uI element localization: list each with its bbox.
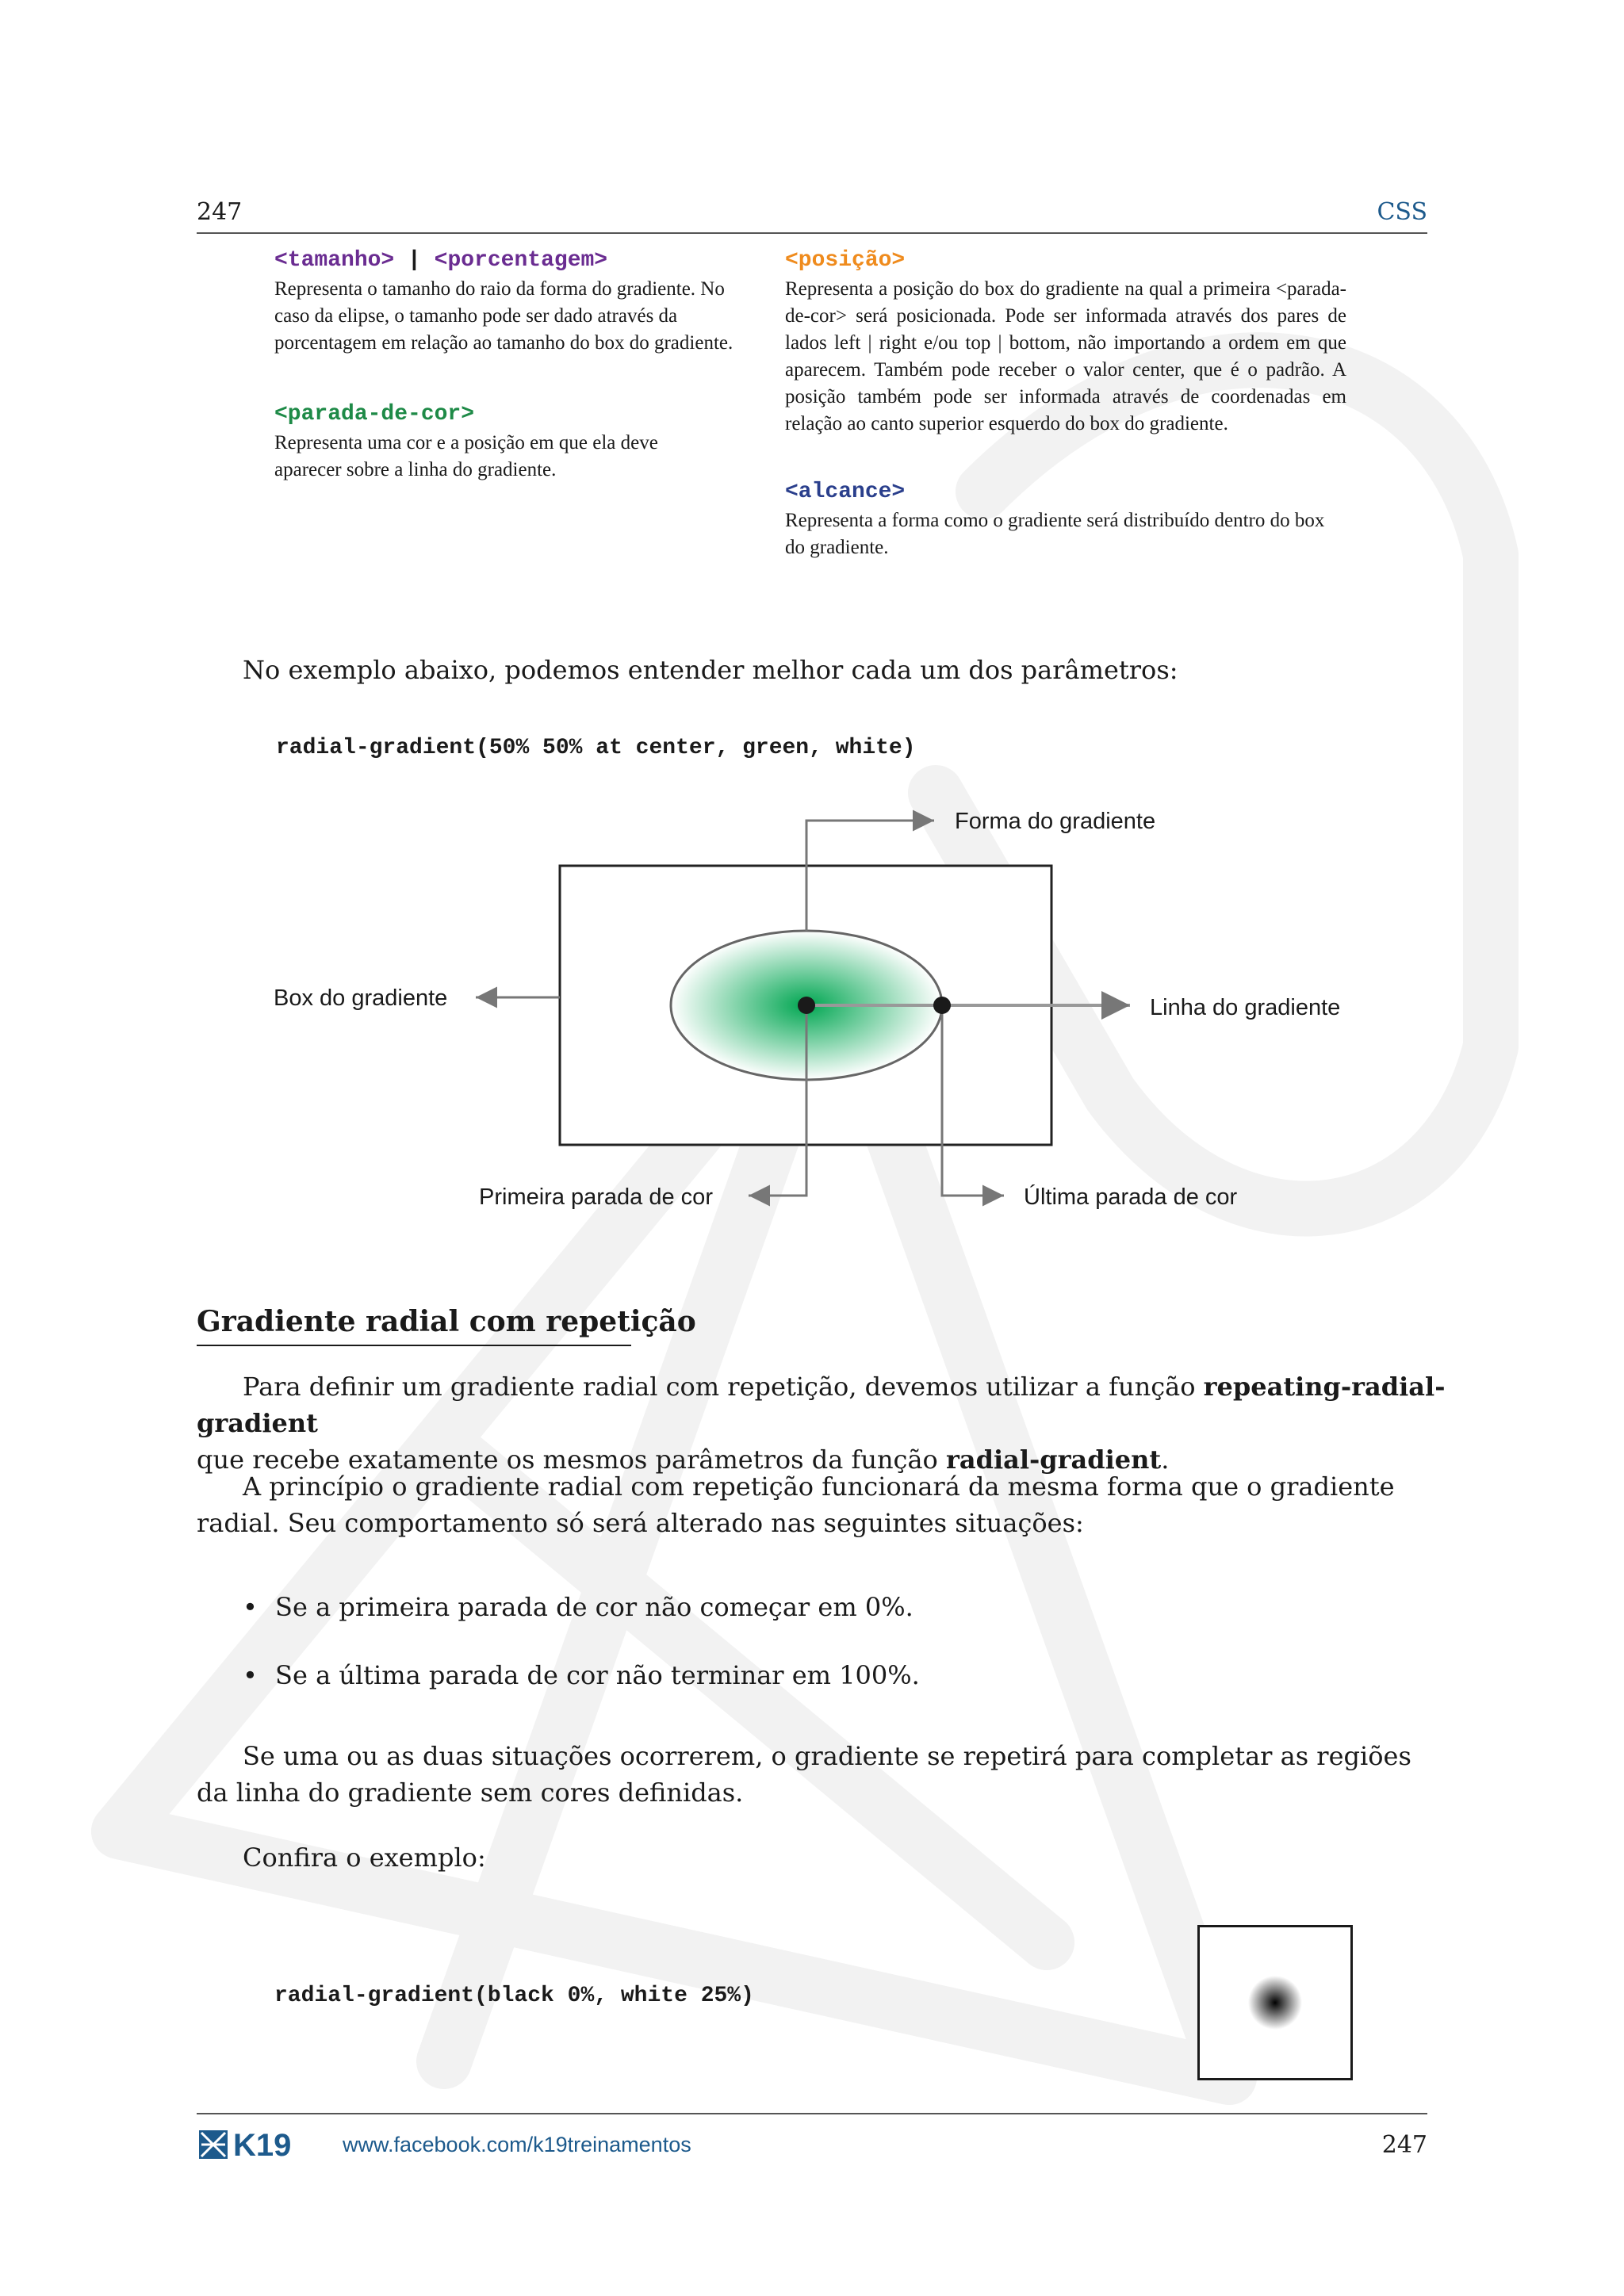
- bullet-text: Se a última parada de cor não terminar em 100%.: [275, 1660, 920, 1690]
- repeating-gradient-preview: [1197, 1925, 1353, 2080]
- label-line: Linha do gradiente: [1150, 995, 1341, 1020]
- paragraph-behavior: A princípio o gradiente radial com repetição funcionará da mesma forma que o gradiente radial. Seu comportamento só será alterado nas seguintes situações:: [197, 1471, 1395, 1538]
- intro-paragraph: No exemplo abaixo, podemos entender melhor cada um dos parâmetros:: [243, 655, 1178, 685]
- section-title: Gradiente radial com repetição: [197, 1305, 696, 1338]
- term-separator: |: [408, 248, 421, 273]
- term-parada-de-cor: <parada-de-cor>: [274, 402, 475, 427]
- term-alcance: <alcance>: [785, 480, 906, 504]
- label-shape: Forma do gradiente: [955, 809, 1156, 834]
- k19-logo-mark-icon: [199, 2130, 228, 2159]
- bullet-dot: •: [243, 1592, 258, 1622]
- section-title-underline: [197, 1345, 631, 1346]
- logo-text: K19: [233, 2130, 292, 2160]
- code-example-1: radial-gradient(50% 50% at center, green, white): [276, 736, 916, 760]
- bullet-item: [243, 1589, 914, 1625]
- label-first-stop: Primeira parada de cor: [479, 1184, 713, 1210]
- bullet-text: Se a primeira parada de cor não começar em 0%.: [275, 1592, 914, 1622]
- header-page-number: 247: [197, 198, 243, 226]
- label-last-stop: Última parada de cor: [1024, 1184, 1238, 1210]
- footer-rule: [197, 2113, 1427, 2114]
- term-tamanho: <tamanho>: [274, 248, 395, 273]
- function-radial-gradient: radial-gradient: [945, 1445, 1162, 1475]
- bullet-item: [243, 1657, 920, 1693]
- footer-page-number: 247: [1381, 2131, 1427, 2159]
- definition-text: Representa a posição do box do gradiente na qual a primeira <parada-de-cor> será posicionada. Pode ser informada através dos pares de lados left | right e/ou top | bottom, não importando a ordem em que aparecem. Também pode receber o valor center, que é o padrão. A posição também pode ser informada através de coordenadas em relação ao canto superior esquerdo do box do gradiente.: [785, 278, 1346, 434]
- definition-text: Representa uma cor e a posição em que ela deve aparecer sobre a linha do gradiente.: [274, 432, 658, 480]
- paragraph-text: .: [1161, 1445, 1170, 1475]
- paragraph-confira: Confira o exemplo:: [243, 1843, 486, 1873]
- term-porcentagem: <porcentagem>: [434, 248, 608, 273]
- code-example-2: radial-gradient(black 0%, white 25%): [274, 1984, 754, 2008]
- footer-facebook-link[interactable]: www.facebook.com/k19treinamentos: [343, 2133, 691, 2156]
- k19-logo: [198, 2130, 320, 2160]
- last-stop-dot: [933, 997, 951, 1014]
- first-stop-dot: [798, 997, 815, 1014]
- paragraph-repeating-function: [197, 1368, 1467, 1478]
- term-posicao: <posição>: [785, 248, 906, 273]
- bullet-dot: •: [243, 1660, 258, 1690]
- definition-text: Representa a forma como o gradiente será distribuído dentro do box do gradiente.: [785, 510, 1325, 558]
- header-section-title: CSS: [1377, 198, 1427, 226]
- paragraph-repeat-condition: Se uma ou as duas situações ocorrerem, o gradiente se repetirá para completar as regiões da linha do gradiente sem cores definidas.: [197, 1741, 1411, 1808]
- label-box: Box do gradiente: [274, 985, 448, 1011]
- paragraph-text: Para definir um gradiente radial com repetição, devemos utilizar a função: [243, 1372, 1204, 1402]
- definition-text: Representa o tamanho do raio da forma do gradiente. No caso da elipse, o tamanho pode ser dado através da porcentagem em relação ao tamanho do box do gradiente.: [274, 278, 733, 354]
- paragraph-text: que recebe exatamente os mesmos parâmetros da função: [197, 1445, 946, 1475]
- function-repeating-radial-gradient: repeating-radial-gradient: [197, 1372, 1446, 1438]
